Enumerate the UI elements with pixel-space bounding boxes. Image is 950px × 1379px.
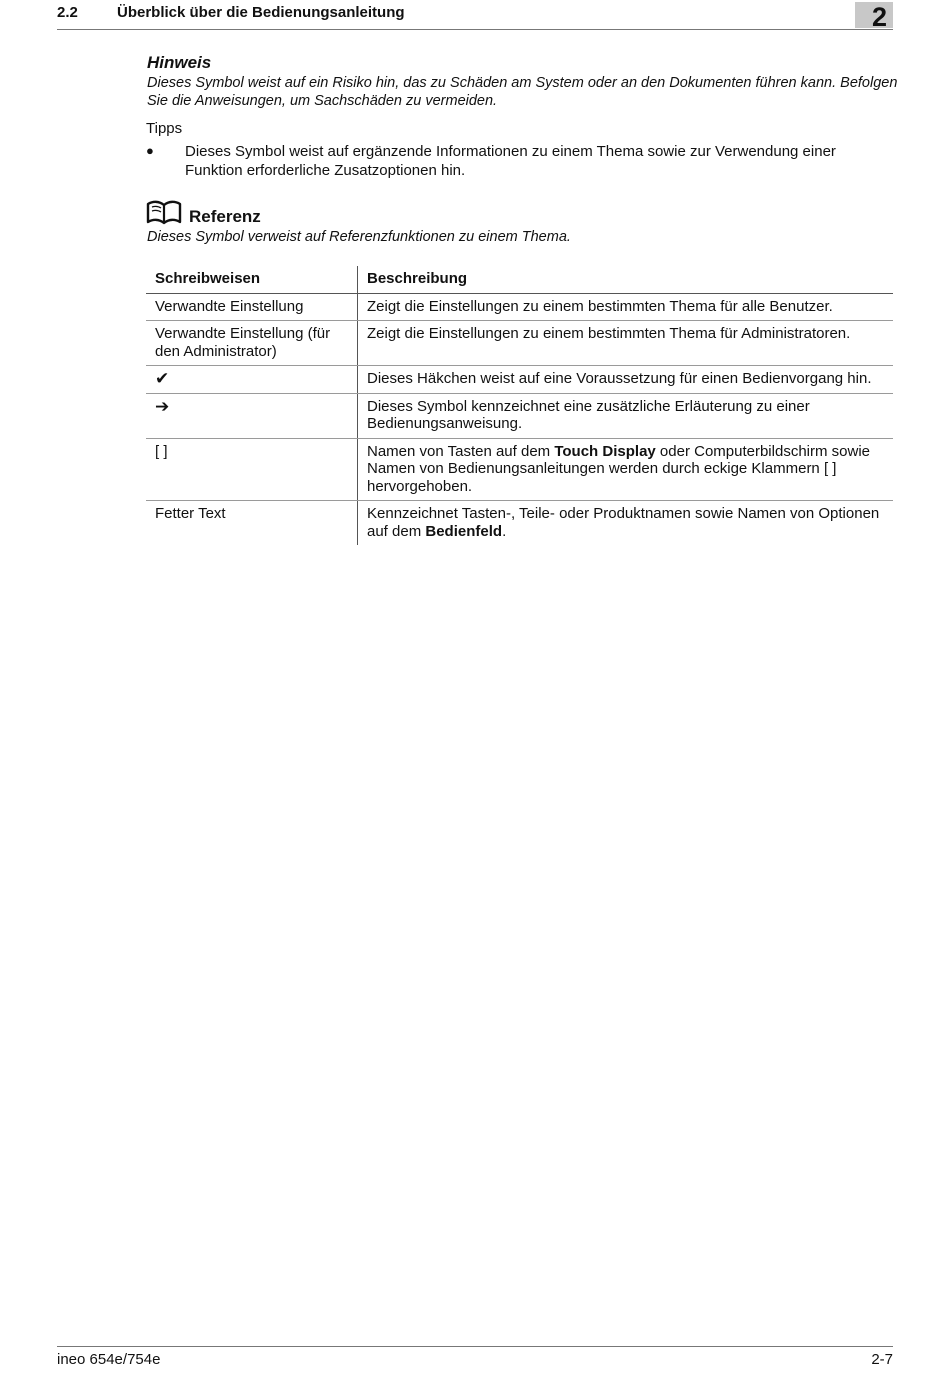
description-cell: Dieses Symbol kennzeichnet eine zusätzliche Erläuterung zu einer Bedienungsanweisung.	[358, 393, 894, 438]
hinweis-title: Hinweis	[147, 53, 212, 72]
desc-text: .	[502, 522, 507, 540]
tipps-title: Tipps	[146, 120, 183, 137]
desc-text: Namen von Tasten auf dem	[367, 442, 555, 460]
chapter-number: 2	[872, 2, 888, 32]
notation-cell: Fetter Text	[146, 501, 358, 546]
table-row	[146, 366, 893, 394]
notation-cell: Verwandte Einstellung (für den Administrator)	[146, 321, 358, 366]
referenz-title: Referenz	[189, 207, 261, 226]
hinweis-text: Dieses Symbol weist auf ein Risiko hin, das zu Schäden am System oder an den Dokumenten führen kann. Befolgen Sie die Anweisungen, um Sachschäden zu vermeiden.	[147, 75, 898, 109]
table-row	[146, 438, 893, 501]
description-cell: Dieses Häkchen weist auf eine Voraussetzung für einen Bedienvorgang hin.	[358, 366, 894, 394]
notation-cell: [ ]	[146, 438, 358, 501]
footer-model: ineo 654e/754e	[57, 1351, 161, 1368]
description-cell	[358, 438, 894, 501]
description-cell: Zeigt die Einstellungen zu einem bestimmten Thema für Administratoren.	[358, 321, 894, 366]
tipps-text: Dieses Symbol weist auf ergänzende Informationen zu einem Thema sowie zur Verwendung einer Funktion erforderliche Zusatzoptionen hin.	[185, 143, 836, 179]
table-row	[146, 293, 893, 321]
arrow-right-icon: ➔	[146, 393, 358, 438]
table-row	[146, 501, 893, 546]
table-header-row	[146, 266, 893, 293]
notation-cell: Verwandte Einstellung	[146, 293, 358, 321]
column-header-description: Beschreibung	[358, 266, 894, 293]
check-icon: ✔	[146, 366, 358, 394]
desc-text: Kennzeichnet Tasten-, Teile- oder Produktnamen sowie Namen von Optionen auf dem	[367, 505, 880, 540]
desc-bold-text: Bedienfeld	[425, 522, 503, 540]
book-icon	[146, 200, 182, 231]
desc-text: oder Computerbildschirm sowie Namen von Bedienungsanleitungen werden durch eckige Klammern [ ] hervorgehoben.	[367, 442, 870, 495]
conventions-table	[146, 266, 893, 545]
section-title: Überblick über die Bedienungsanleitung	[117, 4, 405, 21]
page-number: 2-7	[871, 1351, 893, 1368]
header-rule	[57, 29, 893, 30]
referenz-text: Dieses Symbol verweist auf Referenzfunktionen zu einem Thema.	[147, 229, 571, 245]
description-cell: Zeigt die Einstellungen zu einem bestimmten Thema für alle Benutzer.	[358, 293, 894, 321]
table-row	[146, 393, 893, 438]
description-cell	[358, 501, 894, 546]
footer-rule	[57, 1346, 893, 1347]
table-row	[146, 321, 893, 366]
bullet-icon: ●	[146, 143, 154, 158]
section-number: 2.2	[57, 4, 78, 21]
column-header-notation: Schreibweisen	[146, 266, 358, 293]
desc-bold-text: Touch Display	[554, 442, 656, 460]
